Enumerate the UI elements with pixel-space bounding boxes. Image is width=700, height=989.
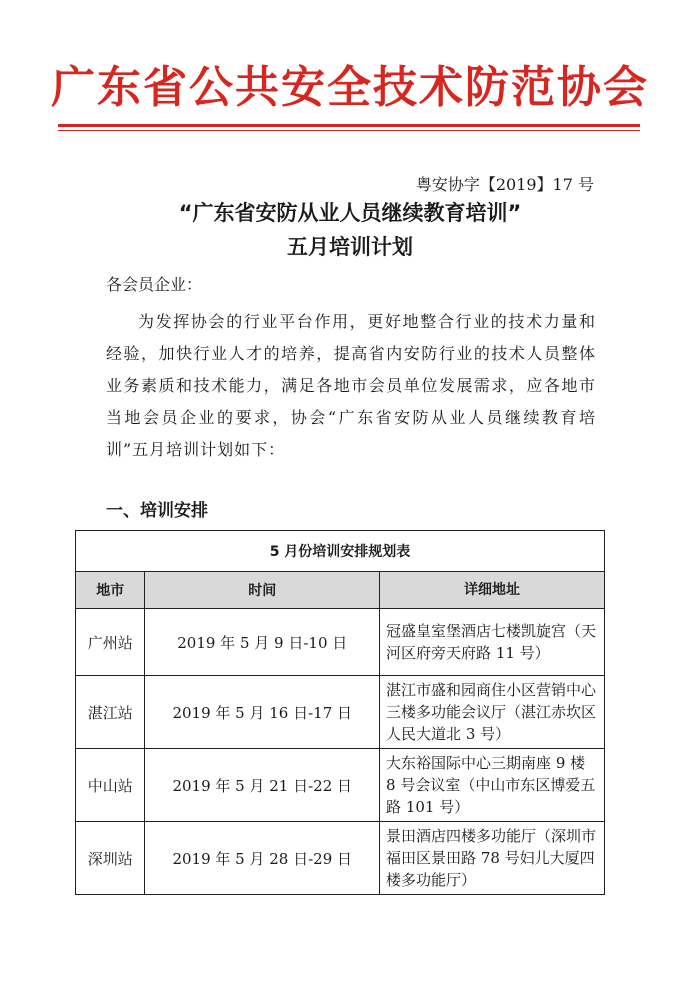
cell-city: 深圳站 [76,822,145,895]
org-name-heading: 广东省公共安全技术防范协会 [51,62,649,113]
section-heading-training: 一、培训安排 [106,501,208,521]
salutation: 各会员企业： [106,275,203,294]
header-red-rule-thin [58,130,640,131]
cell-address: 湛江市盛和园商住小区营销中心三楼多功能会议厅（湛江赤坎区人民大道北 3 号） [380,676,605,749]
table-row [76,822,605,895]
column-header-city: 地市 [76,572,145,609]
cell-address: 冠盛皇室堡酒店七楼凯旋宫（天河区府旁天府路 11 号） [380,609,605,676]
cell-time: 2019 年 5 月 16 日-17 日 [145,676,380,749]
column-header-address: 详细地址 [380,572,605,609]
training-schedule-table [75,530,605,895]
table-row [76,749,605,822]
column-header-time: 时间 [145,572,380,609]
cell-address: 大东裕国际中心三期南座 9 楼 8 号会议室（中山市东区博爱五路 101 号） [380,749,605,822]
cell-time: 2019 年 5 月 9 日-10 日 [145,609,380,676]
cell-time: 2019 年 5 月 28 日-29 日 [145,822,380,895]
document-title-line1: “广东省安防从业人员继续教育培训” [178,201,522,225]
header-red-rule [58,124,640,127]
document-title-line2: 五月培训计划 [287,235,413,259]
table-row [76,676,605,749]
cell-city: 湛江站 [76,676,145,749]
cell-city: 广州站 [76,609,145,676]
cell-time: 2019 年 5 月 21 日-22 日 [145,749,380,822]
document-title [0,196,700,264]
cell-address: 景田酒店四楼多功能厅（深圳市福田区景田路 78 号妇儿大厦四楼多功能厅） [380,822,605,895]
document-number: 粤安协字【2019】17 号 [415,175,594,194]
cell-city: 中山站 [76,749,145,822]
body-paragraph: 为发挥协会的行业平台作用，更好地整合行业的技术力量和经验，加快行业人才的培养，提高省内安防行业的技术人员整体业务素质和技术能力，满足各地市会员单位发展需求，应各地市当地会员企业的要求，协会“广东省安防从业人员继续教育培训”五月培训计划如下： [106,312,596,459]
table-row [76,609,605,676]
table-caption: 5 月份培训安排规划表 [76,531,605,572]
